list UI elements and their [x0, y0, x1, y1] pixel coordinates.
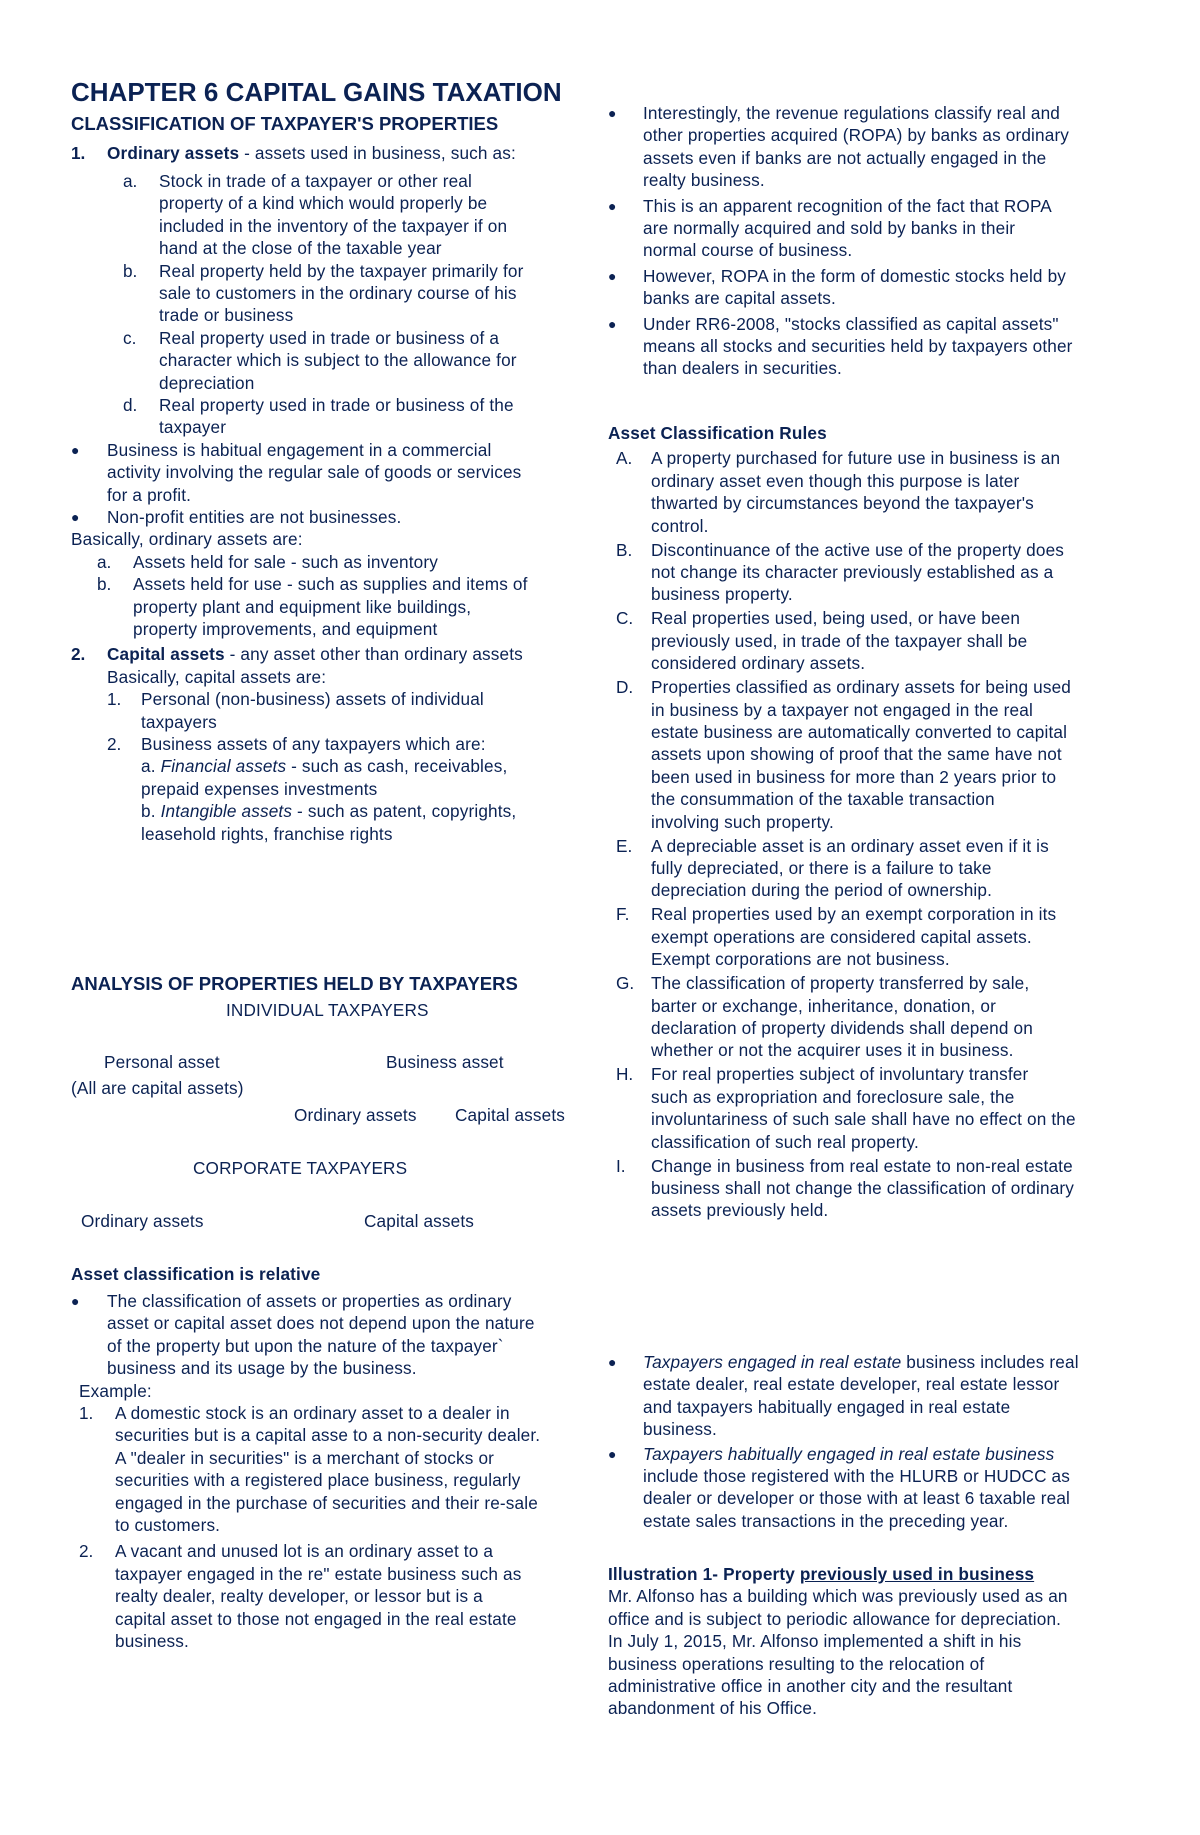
list-item-line: depreciation during the period of ownership.	[651, 880, 993, 901]
list-marker: I.	[616, 1155, 626, 1176]
bullet-line: assets even if banks are not actually engaged in the	[643, 147, 1047, 168]
list-marker: A.	[616, 448, 633, 469]
list-item-line: exempt operations are considered capital assets.	[651, 926, 1032, 947]
list-item-line: Personal (non-business) assets of individual	[141, 689, 484, 710]
list-item-line: For real properties subject of involuntary transfer	[651, 1064, 1029, 1085]
list-item-line: trade or business	[159, 305, 294, 326]
list-item-line: Real properties used, being used, or have been	[651, 608, 1021, 629]
intangible-assets-term: Intangible assets	[160, 801, 293, 822]
ordinary-assets-label: Ordinary assets	[81, 1211, 204, 1231]
intangible-assets-text: - such as patent, copyrights,	[292, 801, 517, 822]
illustration-prefix: Illustration 1- Property	[608, 1564, 800, 1584]
financial-assets-line	[141, 756, 507, 776]
bullet-line: business.	[643, 1419, 717, 1440]
list-item-line: control.	[651, 515, 709, 536]
bullet-line: Taxpayers habitually engaged in real estate business	[643, 1443, 1055, 1464]
basically-ordinary: Basically, ordinary assets are:	[71, 529, 303, 550]
list-marker: 2.	[79, 1541, 94, 1562]
list-item-line: estate business are automatically converted to capital	[651, 722, 1068, 742]
chapter-title: CHAPTER 6 CAPITAL GAINS TAXATION	[71, 77, 562, 107]
list-item-line: involuntariness of such sale shall have no effect on the	[651, 1109, 1076, 1130]
bullet-line: business and its usage by the business.	[107, 1358, 417, 1379]
classification-heading: CLASSIFICATION OF TAXPAYER'S PROPERTIES	[71, 113, 499, 134]
bullet-line: and taxpayers habitually engaged in real estate	[643, 1396, 1011, 1417]
list-item-line: sale to customers in the ordinary course of his	[159, 283, 517, 303]
financial-prefix: a.	[141, 756, 161, 777]
list-item-line: taxpayer	[159, 417, 227, 438]
analysis-heading: ANALYSIS OF PROPERTIES HELD BY TAXPAYERS	[71, 973, 518, 994]
bullet-line: other properties acquired (ROPA) by banks as ordinary	[643, 125, 1070, 146]
bullet-icon: ●	[71, 509, 80, 525]
list-marker: F.	[616, 904, 630, 925]
list-item-line: barter or exchange, inheritance, donation, or	[651, 995, 996, 1016]
list-marker: G.	[616, 973, 635, 994]
bullet-icon: ●	[608, 197, 617, 214]
list-item-line: previously used, in trade of the taxpayer shall be	[651, 630, 1028, 651]
list-item-line: capital asset to those not engaged in the real estate	[115, 1608, 517, 1629]
bullet-line	[643, 1352, 1079, 1372]
financial-assets-text: - such as cash, receivables,	[286, 756, 508, 777]
ordinary-assets-definition	[107, 143, 516, 163]
bullet-icon: ●	[608, 1445, 617, 1462]
real-estate-text: business includes real	[901, 1352, 1079, 1372]
bullet-line: estate dealer, real estate developer, real estate lessor	[643, 1374, 1060, 1395]
list-item-line: Assets held for sale - such as inventory	[133, 551, 439, 572]
list-item-line: involving such property.	[651, 811, 834, 832]
list-number: 1.	[71, 143, 86, 163]
bullet-line: are normally acquired and sold by banks in their	[643, 218, 1016, 238]
bullet-line: The classification of assets or properties as ordinary	[107, 1291, 512, 1311]
illustration-line: In July 1, 2015, Mr. Alfonso implemented a shift in his	[608, 1631, 1022, 1652]
relative-heading: Asset classification is relative	[71, 1264, 321, 1284]
list-item-line: to customers.	[115, 1515, 221, 1535]
financial-assets-line2: prepaid expenses investments	[141, 778, 378, 799]
ordinary-assets-text: - assets used in business, such as:	[239, 143, 516, 163]
bullet-icon: ●	[608, 1354, 617, 1370]
list-item-line: been used in business for more than 2 years prior to	[651, 766, 1057, 787]
bullet-line: for a profit.	[107, 484, 192, 505]
list-item-line: business property.	[651, 584, 793, 605]
list-marker: c.	[123, 327, 137, 348]
list-item-line: business.	[115, 1631, 189, 1651]
list-marker: 1.	[79, 1403, 94, 1423]
capital-assets-label: Capital assets	[455, 1105, 566, 1125]
list-item-line: A property purchased for future use in business is an	[651, 448, 1061, 469]
list-item-line: Discontinuance of the active use of the property does	[651, 539, 1065, 560]
list-number: 2.	[71, 644, 86, 665]
capital-assets-label: Capital assets	[364, 1211, 475, 1231]
list-item-line: the consummation of the taxable transaction	[651, 789, 995, 810]
list-item-line: property improvements, and equipment	[133, 619, 438, 639]
bullet-icon: ●	[608, 105, 617, 121]
list-marker: a.	[123, 171, 138, 191]
list-item-line: hand at the close of the taxable year	[159, 238, 442, 259]
list-item-line: included in the inventory of the taxpayer if on	[159, 215, 508, 236]
list-marker: B.	[616, 539, 633, 560]
ordinary-assets-label: Ordinary assets	[294, 1105, 417, 1125]
ordinary-assets-term: Ordinary assets	[107, 143, 240, 163]
list-item-line: ordinary asset even though this purpose is later	[651, 470, 1020, 491]
list-item-line: character which is subject to the allowance for	[159, 350, 517, 371]
list-item-line: Real property held by the taxpayer primarily for	[159, 260, 524, 281]
list-item-line: Business assets of any taxpayers which are:	[141, 734, 486, 754]
rules-heading: Asset Classification Rules	[608, 423, 827, 443]
list-item-line: A vacant and unused lot is an ordinary asset to a	[115, 1541, 494, 1562]
illustration-line: business operations resulting to the relocation of	[608, 1653, 985, 1674]
bullet-line: However, ROPA in the form of domestic stocks held by	[643, 265, 1067, 286]
list-marker: H.	[616, 1064, 634, 1085]
list-item-line: assets upon showing of proof that the same have not	[651, 744, 1062, 765]
list-item-line: The classification of property transferred by sale,	[651, 973, 1030, 994]
bullet-line: than dealers in securities.	[643, 358, 842, 379]
list-item-line: considered ordinary assets.	[651, 653, 866, 674]
list-item-line: classification of such real property.	[651, 1131, 919, 1152]
list-marker: D.	[616, 677, 634, 698]
bullet-line: estate sales transactions in the preceding year.	[643, 1510, 1009, 1531]
list-item-line: whether or not the acquirer uses it in business.	[651, 1040, 1014, 1061]
bullet-icon: ●	[71, 441, 80, 458]
illustration-line: Mr. Alfonso has a building which was previously used as an	[608, 1586, 1068, 1607]
bullet-line: Business is habitual engagement in a commercial	[107, 439, 492, 460]
illustration-line: administrative office in another city and the resultant	[608, 1676, 1013, 1696]
list-item-line: property plant and equipment like buildings,	[133, 596, 472, 617]
bullet-line: means all stocks and securities held by taxpayers other	[643, 336, 1073, 356]
list-item-line: taxpayer engaged in the re" estate business such as	[115, 1563, 522, 1584]
real-estate-term: Taxpayers engaged in real estate	[643, 1352, 902, 1372]
illustration-heading	[608, 1564, 1034, 1584]
financial-assets-term: Financial assets	[160, 756, 287, 777]
bullet-line: Under RR6-2008, "stocks classified as capital assets"	[643, 313, 1059, 334]
bullet-line: dealer or developer or those with at least 6 taxable real	[643, 1488, 1071, 1509]
corporate-taxpayers-label: CORPORATE TAXPAYERS	[193, 1158, 408, 1178]
list-item-line: business shall not change the classification of ordinary	[651, 1178, 1075, 1198]
list-item-line: Real property used in trade or business of a	[159, 327, 500, 348]
intangible-assets-line2: leasehold rights, franchise rights	[141, 823, 393, 844]
list-marker: b.	[123, 260, 138, 281]
capital-assets-term: Capital assets	[107, 644, 225, 665]
illustration-line: office and is subject to periodic allowance for depreciation.	[608, 1608, 1062, 1629]
list-item-line: securities with a registered place business, regularly	[115, 1470, 521, 1491]
list-item-line: Change in business from real estate to non-real estate	[651, 1155, 1073, 1176]
business-asset-label: Business asset	[386, 1052, 504, 1072]
all-capital-label: (All are capital assets)	[71, 1078, 244, 1098]
bullet-line: realty business.	[643, 170, 765, 191]
bullet-line: This is an apparent recognition of the fact that ROPA	[643, 195, 1052, 216]
list-item-line: in business by a taxpayer not engaged in the real	[651, 699, 1033, 720]
list-item-line: not change its character previously established as a	[651, 562, 1054, 582]
list-marker: E.	[616, 835, 633, 856]
bullet-line: of the property but upon the nature of the taxpayer`	[107, 1335, 504, 1356]
list-item-line: Exempt corporations are not business.	[651, 949, 950, 970]
personal-asset-label: Personal asset	[104, 1052, 220, 1072]
list-marker: b.	[97, 574, 112, 595]
list-item-line: A "dealer in securities" is a merchant of stocks or	[115, 1447, 495, 1468]
list-item-line: A depreciable asset is an ordinary asset even if it is	[651, 835, 1049, 856]
capital-assets-definition	[107, 644, 523, 664]
list-item-line: taxpayers	[141, 711, 217, 732]
list-item-line: declaration of property dividends shall depend on	[651, 1018, 1033, 1038]
bullet-icon: ●	[71, 1293, 80, 1309]
example-label: Example:	[79, 1380, 152, 1401]
list-item-line: Properties classified as ordinary assets for being used	[651, 677, 1072, 698]
list-item-line: property of a kind which would properly be	[159, 193, 488, 214]
individual-taxpayers-label: INDIVIDUAL TAXPAYERS	[226, 1000, 429, 1020]
bullet-icon: ●	[608, 267, 617, 284]
list-item-line: Assets held for use - such as supplies and items of	[133, 574, 528, 595]
bullet-line: Interestingly, the revenue regulations classify real and	[643, 103, 1060, 123]
basically-capital: Basically, capital assets are:	[107, 666, 327, 687]
list-item-line: such as expropriation and foreclosure sale, the	[651, 1086, 1015, 1107]
bullet-line: activity involving the regular sale of goods or services	[107, 462, 522, 483]
list-item-line: A domestic stock is an ordinary asset to a dealer in	[115, 1403, 510, 1423]
list-item-line: thwarted by circumstances beyond the taxpayer's	[651, 493, 1034, 514]
bullet-line: banks are capital assets.	[643, 288, 836, 309]
list-item-line: Real property used in trade or business of the	[159, 395, 514, 415]
list-item-line: Stock in trade of a taxpayer or other real	[159, 171, 472, 191]
list-marker: 1.	[107, 689, 122, 710]
list-marker: d.	[123, 395, 138, 415]
intangible-assets-line	[141, 801, 516, 821]
bullet-icon: ●	[608, 315, 617, 332]
list-marker: a.	[97, 551, 112, 572]
list-item-line: securities but is a capital asse to a non-security dealer.	[115, 1425, 541, 1446]
capital-assets-text: - any asset other than ordinary assets	[224, 644, 523, 665]
bullet-line: normal course of business.	[643, 240, 853, 261]
illustration-line: abandonment of his Office.	[608, 1698, 818, 1719]
list-item-line: realty dealer, realty developer, or lessor but is a	[115, 1586, 483, 1607]
intangible-prefix: b.	[141, 801, 161, 822]
list-item-line: assets previously held.	[651, 1200, 829, 1221]
bullet-line: asset or capital asset does not depend upon the nature	[107, 1313, 535, 1334]
bullet-line: include those registered with the HLURB or HUDCC as	[643, 1466, 1071, 1486]
list-item-line: engaged in the purchase of securities and their re-sale	[115, 1492, 538, 1513]
illustration-underlined: previously used in business	[799, 1564, 1035, 1584]
list-marker: C.	[616, 608, 634, 629]
list-item-line: Real properties used by an exempt corporation in its	[651, 904, 1057, 925]
list-item-line: fully depreciated, or there is a failure to take	[651, 858, 992, 878]
bullet-line: Non-profit entities are not businesses.	[107, 507, 402, 527]
list-item-line: depreciation	[159, 372, 255, 393]
list-marker: 2.	[107, 734, 122, 754]
